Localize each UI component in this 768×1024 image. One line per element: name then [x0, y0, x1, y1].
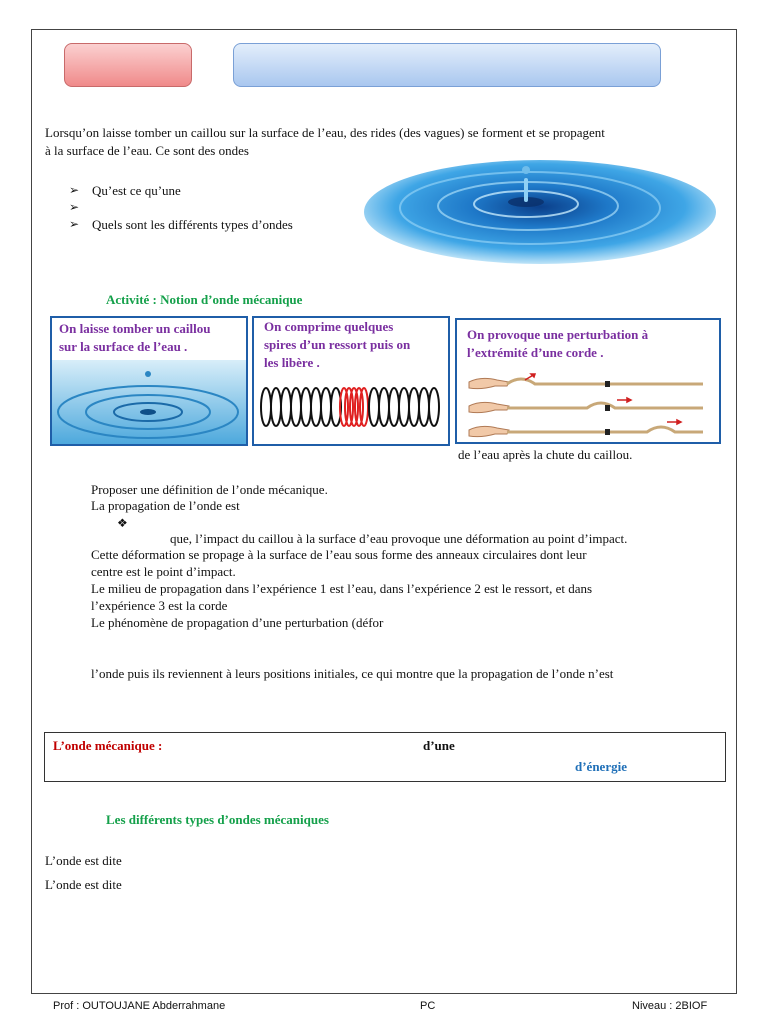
body-line-5: centre est le point d’impact.: [91, 564, 236, 579]
question-3: Quels sont les différents types d’ondes: [92, 217, 293, 232]
panel-1-line-2: sur la surface de l’eau .: [59, 339, 188, 354]
header-blue-box: [233, 43, 661, 87]
panel-3-line-2: l’extrémité d’une corde .: [467, 345, 604, 360]
types-line-1: L’onde est dite: [45, 853, 122, 868]
intro-line-2: à la surface de l’eau. Ce sont des ondes: [45, 143, 249, 158]
water-ripple-image: [360, 160, 720, 270]
definition-box: [44, 732, 726, 782]
panel-2-line-2: spires d’un ressort puis on: [264, 337, 411, 352]
body-line-8: Le phénomène de propagation d’une perturbation (défor: [91, 615, 384, 630]
panel-3-line-1: On provoque une perturbation à: [467, 327, 649, 342]
question-1: Qu’est ce qu’une: [92, 183, 181, 198]
panel-1-line-1: On laisse tomber un caillou: [59, 321, 211, 336]
experiment-panel-1: [50, 316, 248, 446]
definition-mid: d’une: [423, 738, 455, 753]
body-line-2: La propagation de l’onde est: [91, 498, 240, 513]
body-line-4: Cette déformation se propage à la surface de l’eau sous forme des anneaux circulaires dont leur: [91, 547, 587, 562]
types-line-2: L’onde est dite: [45, 877, 122, 892]
panel-2-line-3: les libère .: [264, 355, 320, 370]
bullet-icon: ➢: [69, 217, 80, 231]
diamond-bullet-icon: ❖: [117, 516, 128, 530]
body-line-9: l’onde puis ils reviennent à leurs positions initiales, ce qui montre que la propagation de l’onde n’est: [91, 666, 614, 681]
experiment-panel-2: [252, 316, 450, 446]
water-drop-image: [52, 360, 248, 446]
experiment-panel-3: [455, 318, 721, 444]
definition-energy: d’énergie: [575, 759, 627, 774]
intro-line-1: Lorsqu’on laisse tomber un caillou sur la surface de l’eau, des rides (des vagues) se forment et se propagent: [45, 125, 605, 140]
footer-level: Niveau : 2BIOF: [632, 1000, 708, 1012]
types-title: Les différents types d’ondes mécaniques: [106, 812, 329, 827]
bullet-icon: ➢: [69, 200, 80, 214]
rope-image: [467, 370, 713, 442]
footer-author: Prof : OUTOUJANE Abderrahmane: [53, 1000, 226, 1012]
panel-2-line-1: On comprime quelques: [264, 319, 394, 334]
activity-title: Activité : Notion d’onde mécanique: [106, 292, 303, 307]
body-line-6: Le milieu de propagation dans l’expérience 1 est l’eau, dans l’expérience 2 est le ressort, et dans: [91, 581, 593, 596]
image-caption: de l’eau après la chute du caillou.: [458, 447, 633, 462]
definition-label: L’onde mécanique :: [53, 738, 163, 753]
body-line-3: que, l’impact du caillou à la surface d’eau provoque une déformation au point d’impact.: [170, 531, 628, 546]
header-red-box: [64, 43, 192, 87]
spring-image: [258, 382, 448, 432]
body-line-7: l’expérience 3 est la corde: [91, 598, 228, 613]
bullet-icon: ➢: [69, 183, 80, 197]
body-line-1: Proposer une définition de l’onde mécanique.: [91, 482, 328, 497]
footer-subject: PC: [420, 1000, 436, 1012]
